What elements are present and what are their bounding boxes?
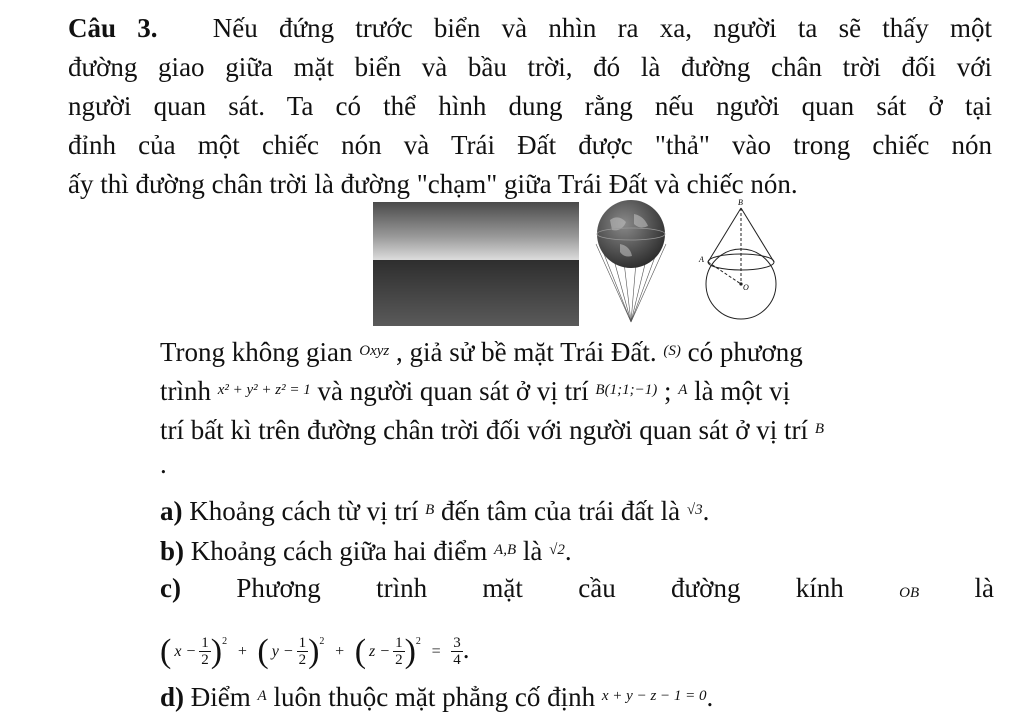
intro-line-1: Nếu đứng trước biển và nhìn ra xa, người ta sẽ thấy một — [212, 13, 993, 43]
exponent: 2 — [415, 636, 421, 647]
item-text: mặt — [482, 573, 523, 603]
math-ob: OB — [899, 585, 920, 601]
question-first-line — [68, 12, 992, 44]
intro-line-4: đỉnh của một chiếc nón và Trái Đất được "thả" vào trong chiếc nón — [68, 130, 992, 160]
sea-horizon-photo — [373, 202, 579, 326]
math-a: A — [257, 688, 267, 704]
frac-num: 1 — [201, 635, 209, 652]
setup-text: có phương — [687, 337, 803, 367]
setup-text: Trong không gian — [160, 337, 353, 367]
setup-line-1 — [160, 335, 994, 368]
item-text: luôn thuộc mặt phẳng cố định — [273, 682, 596, 712]
fraction-half — [393, 635, 405, 668]
eq-dot: . — [462, 634, 470, 664]
eq-equals: = — [430, 642, 442, 660]
fraction-half — [297, 635, 309, 668]
item-c-label: c) — [160, 573, 181, 603]
item-text: Phương — [236, 573, 321, 603]
math-a: A — [678, 382, 688, 398]
math-s: (S) — [663, 343, 681, 359]
setup-line-4: . — [160, 449, 167, 479]
exponent: 2 — [319, 636, 325, 647]
setup-text: và người quan sát ở vị trí — [317, 376, 589, 406]
setup-line-2 — [160, 374, 994, 407]
exponent: 2 — [222, 636, 228, 647]
fraction-three-quarters — [451, 635, 463, 668]
eq-term-z: z − — [369, 642, 391, 660]
setup-line-3 — [160, 413, 824, 446]
math-sphere-eq: x² + y² + z² = 1 — [217, 382, 311, 398]
diagram-label-b: B — [738, 198, 743, 207]
eq-term-y: y − — [271, 642, 294, 660]
math-point-b: B(1;1;−1) — [595, 382, 658, 398]
frac-num: 1 — [395, 635, 403, 652]
item-text: . — [706, 682, 714, 712]
item-b — [160, 534, 572, 567]
item-text: đến tâm của trái đất là — [441, 496, 681, 526]
item-a-label: a) — [160, 496, 183, 526]
globe-in-cone-image — [590, 200, 672, 324]
item-d — [160, 680, 713, 713]
math-oxyz: Oxyz — [359, 343, 390, 359]
frac-den: 2 — [201, 652, 209, 669]
item-text: cầu — [578, 573, 616, 603]
cone-sphere-diagram — [696, 196, 780, 326]
frac-num: 3 — [453, 635, 461, 652]
frac-den: 2 — [298, 652, 307, 669]
math-ab: A,B — [494, 542, 517, 558]
item-c — [160, 572, 994, 609]
item-b-label: b) — [160, 536, 185, 566]
question-label: Câu 3. — [68, 13, 158, 43]
setup-text: trí bất kì trên đường chân trời đối với người quan sát ở vị trí — [160, 415, 809, 445]
intro-line-3: người quan sát. Ta có thể hình dung rằng nếu người quan sát ở tại — [68, 91, 992, 121]
setup-text: ; — [663, 376, 672, 406]
eq-plus: + — [236, 642, 248, 660]
eq-term-x: x − — [174, 642, 197, 660]
item-text: đường — [671, 573, 741, 603]
diagram-label-a: A — [699, 255, 704, 264]
frac-den: 2 — [395, 652, 403, 669]
item-text: trình — [376, 573, 428, 603]
item-text: Điểm — [190, 682, 251, 712]
eq-plus: + — [334, 642, 345, 660]
intro-line-2: đường giao giữa mặt biển và bầu trời, đó là đường chân trời đối với — [68, 52, 992, 82]
item-a — [160, 494, 709, 527]
item-text: Khoảng cách từ vị trí — [189, 496, 419, 526]
setup-text: là một vị — [694, 376, 791, 406]
diagram-label-o: O — [743, 283, 749, 292]
sphere-equation: ( x − $\frac{1}{2}$ )$^2$ + ( y − $\frac{1}{2}$ )$^2$ + ( z − $\frac{1}{2}$ )$^2$ = $\frac{3}{4}$ . — [160, 632, 470, 670]
item-text: là — [522, 536, 543, 566]
math-sqrt2: √2 — [549, 542, 565, 558]
math-b: B — [425, 502, 435, 518]
item-text: là — [974, 573, 994, 603]
math-b: B — [814, 421, 824, 437]
fraction-half — [199, 635, 211, 668]
frac-num: 1 — [298, 635, 307, 652]
math-plane-eq: x + y − z − 1 = 0 — [601, 688, 707, 704]
item-text: kính — [795, 573, 844, 603]
intro-line-5: ấy thì đường chân trời là đường "chạm" giữa Trái Đất và chiếc nón. — [68, 169, 798, 199]
item-text: . — [564, 536, 572, 566]
setup-text: trình — [160, 376, 211, 406]
setup-text: , giả sử bề mặt Trái Đất. — [396, 337, 657, 367]
item-text: Khoảng cách giữa hai điểm — [190, 536, 488, 566]
item-text: . — [702, 496, 710, 526]
math-sqrt3: √3 — [686, 502, 703, 518]
item-d-label: d) — [160, 682, 185, 712]
frac-den: 4 — [453, 652, 461, 669]
